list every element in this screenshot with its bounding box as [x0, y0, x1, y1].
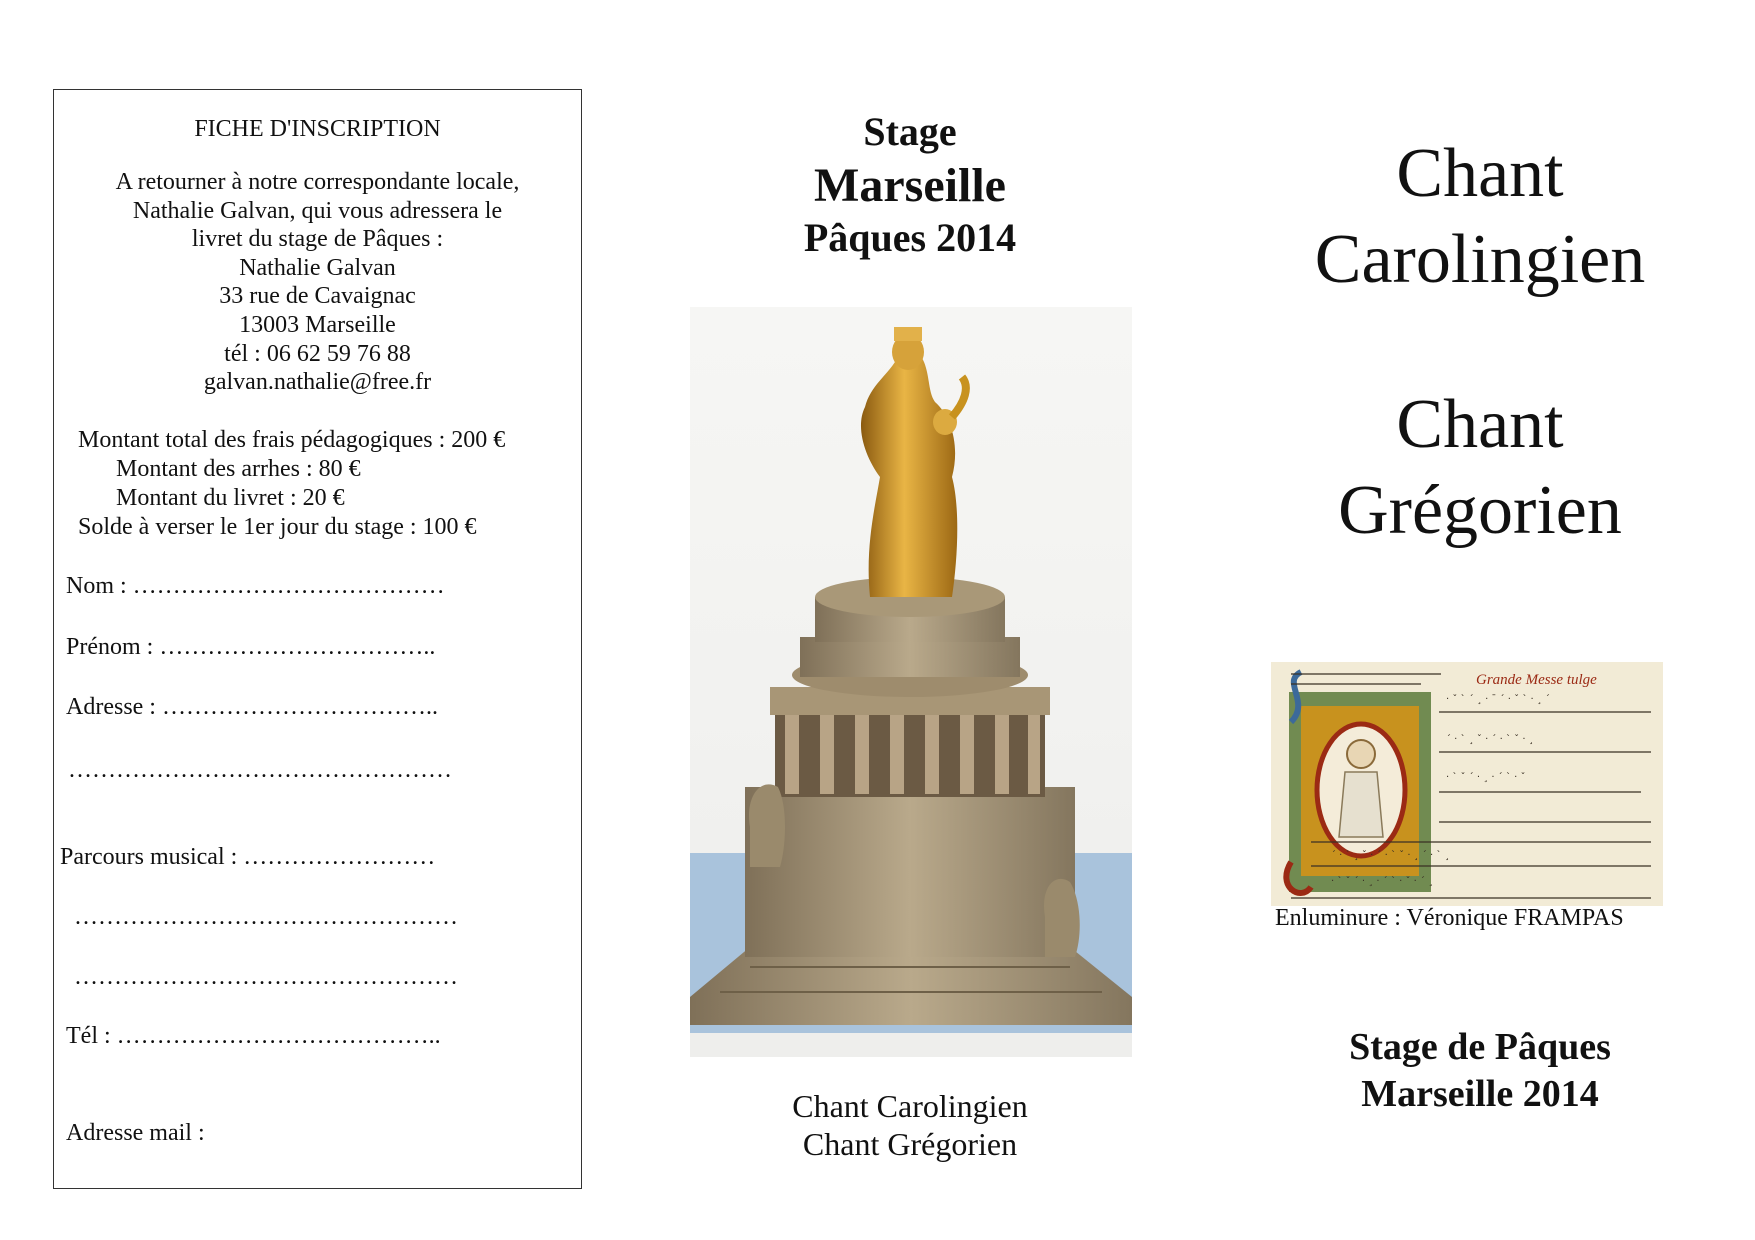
title-carolingien-word: Carolingien	[1314, 221, 1646, 298]
registration-form	[53, 89, 582, 1189]
title-gregorien-word: Grégorien	[1338, 472, 1622, 549]
illumination-credit: Enluminure : Véronique FRAMPAS	[1275, 905, 1624, 931]
contact-street: 33 rue de Cavaignac	[219, 283, 416, 310]
svg-text:ˊ · ˋ ¸ ˇ · ˊ · ˋ ˇ · ¸: ˊ · ˋ ¸ ˇ · ˊ · ˋ ˇ · ¸	[1446, 734, 1534, 745]
caption-gregorien: Chant Grégorien	[802, 1126, 1018, 1162]
form-title: FICHE D'INSCRIPTION	[194, 116, 441, 142]
contact-email: galvan.nathalie@free.fr	[203, 369, 432, 396]
stage-de-paques: Stage de Pâques	[1349, 1026, 1611, 1068]
title-gregorien	[1250, 382, 1710, 554]
caption-carolingien: Chant Carolingien	[792, 1088, 1028, 1124]
right-stage-info	[1250, 1024, 1710, 1118]
illuminated-manuscript	[1271, 662, 1663, 906]
field-adresse-line2: …………………………………………	[68, 757, 452, 783]
address-line: livret du stage de Pâques :	[191, 226, 444, 253]
illumination-image	[1271, 662, 1663, 906]
fee-balance: Solde à verser le 1er jour du stage : 100 €	[78, 514, 477, 540]
field-mail: Adresse mail :	[66, 1120, 205, 1146]
fee-total: Montant total des frais pédagogiques : 200 €	[78, 427, 506, 453]
svg-text:· ˋ ˇ ˊ · ¸ · ˊ ˋ · ˇ: · ˋ ˇ ˊ · ¸ · ˊ ˋ · ˇ	[1446, 772, 1526, 783]
svg-text:· ˋ ˇ ˊ · ¸ · ˊ ˋ · ˇ · ˊ ¸: · ˋ ˇ ˊ · ¸ · ˊ ˋ · ˇ · ˊ ¸	[1331, 876, 1434, 887]
marseille-2014: Marseille 2014	[1361, 1073, 1599, 1115]
field-adresse: Adresse : ……………………………..	[66, 694, 438, 720]
contact-name: Nathalie Galvan	[239, 254, 396, 281]
field-tel: Tél : …………………………………..	[66, 1023, 441, 1049]
middle-caption	[690, 1087, 1130, 1163]
field-parcours-line2: …………………………………………	[74, 904, 458, 930]
field-parcours: Parcours musical : ……………………	[60, 844, 436, 870]
stage-heading: Stage	[863, 109, 957, 154]
statue-photo	[690, 307, 1132, 1057]
contact-address	[54, 168, 581, 397]
field-parcours-line3: …………………………………………	[74, 964, 458, 990]
svg-text:ˊ · ˋ ¸ ˇ · ˊ · ˋ ˇ · ¸ ˊ · ˋ: ˊ · ˋ ¸ ˇ · ˊ · ˋ ˇ · ¸ ˊ · ˋ ¸	[1331, 850, 1450, 861]
contact-phone: tél : 06 62 59 76 88	[224, 340, 411, 367]
contact-city: 13003 Marseille	[239, 311, 396, 338]
fee-booklet: Montant du livret : 20 €	[116, 485, 345, 511]
svg-text:· ˇ ˋ ˊ ¸ · ˉ ˊ · ˇ ˋ · ¸ ˊ: · ˇ ˋ ˊ ¸ · ˉ ˊ · ˇ ˋ · ¸ ˊ	[1446, 694, 1551, 705]
field-nom: Nom : …………………………………	[66, 573, 445, 599]
title-carolingien	[1250, 131, 1710, 303]
address-line: A retourner à notre correspondante locale,	[115, 169, 520, 195]
manuscript-heading: Grande Messe tulge	[1476, 672, 1597, 688]
city-heading: Marseille	[814, 159, 1006, 212]
title-chant-2: Chant	[1396, 386, 1564, 463]
year-heading: Pâques 2014	[803, 215, 1017, 260]
field-prenom: Prénom : ……………………………..	[66, 634, 436, 660]
address-line: Nathalie Galvan, qui vous adressera le	[132, 197, 503, 224]
notre-dame-statue-image	[690, 307, 1132, 1057]
title-chant-1: Chant	[1396, 135, 1564, 212]
fee-deposit: Montant des arrhes : 80 €	[116, 456, 361, 482]
